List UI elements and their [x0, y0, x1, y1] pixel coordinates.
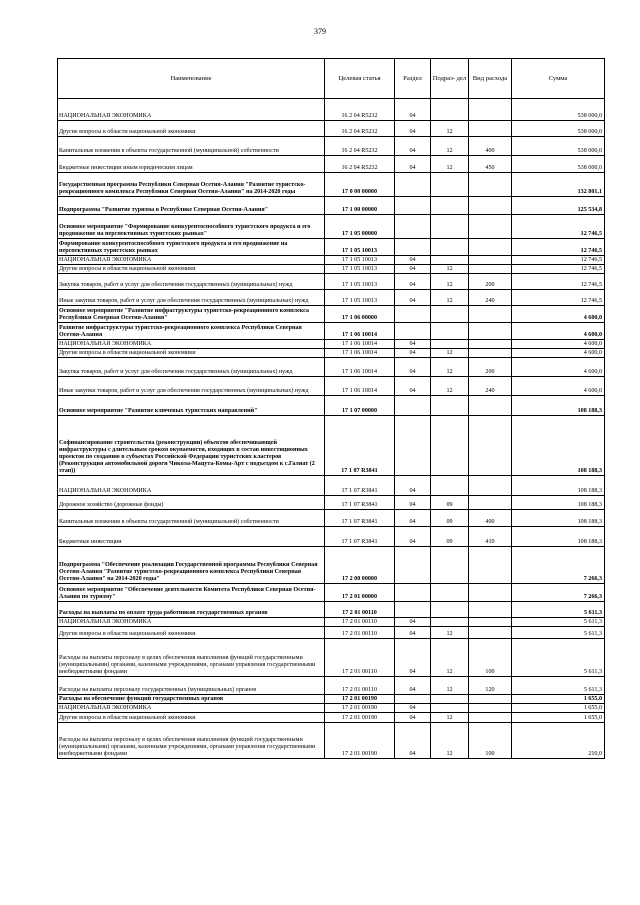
cell-subsection	[431, 695, 469, 704]
cell-expense-type: 100	[469, 639, 512, 677]
cell-name: Расходы на выплаты персоналу в целях обеспечения выполнения функций государственными (муниципальными) органами, казенными учреждениями, органами управления государственными внебюджетными фондами	[58, 639, 325, 677]
cell-name: НАЦИОНАЛЬНАЯ ЭКОНОМИКА	[58, 476, 325, 496]
cell-section	[395, 173, 431, 197]
cell-subsection: 09	[431, 527, 469, 547]
cell-amount: 5 611,3	[512, 602, 605, 618]
cell-subsection	[431, 704, 469, 713]
cell-amount: 1 655,0	[512, 704, 605, 713]
cell-expense-type	[469, 349, 512, 358]
cell-subsection: 12	[431, 265, 469, 274]
table-row	[58, 695, 605, 704]
cell-subsection: 12	[431, 723, 469, 759]
cell-target: 17 1 07 R3841	[325, 416, 395, 476]
cell-subsection: 09	[431, 510, 469, 527]
cell-target: 17 2 01 00190	[325, 695, 395, 704]
cell-subsection	[431, 476, 469, 496]
cell-target: 16 2 04 R5232	[325, 156, 395, 173]
header-target: Целевая статья	[325, 59, 395, 99]
cell-subsection: 12	[431, 137, 469, 156]
cell-subsection: 12	[431, 639, 469, 677]
cell-subsection	[431, 306, 469, 323]
table-row	[58, 156, 605, 173]
table-row	[58, 323, 605, 340]
cell-expense-type: 400	[469, 137, 512, 156]
cell-amount: 108 188,3	[512, 476, 605, 496]
cell-section: 04	[395, 256, 431, 265]
cell-expense-type	[469, 704, 512, 713]
cell-section	[395, 197, 431, 215]
table-row	[58, 602, 605, 618]
cell-name: Другие вопросы в области национальной экономики	[58, 121, 325, 137]
cell-subsection	[431, 323, 469, 340]
cell-amount: 7 266,3	[512, 547, 605, 584]
cell-target: 17 1 00 00000	[325, 197, 395, 215]
cell-amount: 1 655,0	[512, 713, 605, 723]
table-row	[58, 377, 605, 396]
cell-section: 04	[395, 627, 431, 639]
cell-section: 04	[395, 639, 431, 677]
cell-expense-type	[469, 239, 512, 256]
table-row	[58, 256, 605, 265]
cell-name: Подпрограмма "Развитие туризма в Республике Северная Осетия-Алания"	[58, 197, 325, 215]
table-row	[58, 476, 605, 496]
cell-section: 04	[395, 510, 431, 527]
cell-name: Основное мероприятие "Развитие ключевых туристских направлений"	[58, 396, 325, 416]
cell-amount: 108 188,3	[512, 527, 605, 547]
table-row	[58, 639, 605, 677]
cell-subsection: 12	[431, 156, 469, 173]
cell-name: НАЦИОНАЛЬНАЯ ЭКОНОМИКА	[58, 99, 325, 121]
cell-expense-type: 410	[469, 527, 512, 547]
cell-amount: 5 611,3	[512, 677, 605, 695]
cell-section	[395, 323, 431, 340]
cell-name: Иные закупки товаров, работ и услуг для обеспечения государственных (муниципальных) нужд	[58, 377, 325, 396]
cell-amount: 108 188,3	[512, 510, 605, 527]
table-row	[58, 677, 605, 695]
cell-target: 17 2 01 00110	[325, 602, 395, 618]
table-row	[58, 723, 605, 759]
cell-name: Бюджетные инвестиции иным юридическим лицам	[58, 156, 325, 173]
cell-section: 04	[395, 677, 431, 695]
cell-target: 17 1 06 10014	[325, 349, 395, 358]
cell-subsection	[431, 197, 469, 215]
cell-expense-type	[469, 713, 512, 723]
table-row	[58, 416, 605, 476]
cell-subsection	[431, 215, 469, 239]
cell-expense-type	[469, 602, 512, 618]
cell-amount: 210,0	[512, 723, 605, 759]
cell-expense-type	[469, 547, 512, 584]
budget-table	[57, 58, 605, 759]
cell-target: 17 1 07 00000	[325, 396, 395, 416]
cell-name: Иные закупки товаров, работ и услуг для обеспечения государственных (муниципальных) нужд	[58, 290, 325, 306]
cell-section	[395, 584, 431, 602]
cell-subsection: 12	[431, 677, 469, 695]
cell-target: 17 2 01 00110	[325, 639, 395, 677]
cell-name: НАЦИОНАЛЬНАЯ ЭКОНОМИКА	[58, 340, 325, 349]
cell-subsection	[431, 173, 469, 197]
cell-target: 17 2 01 00190	[325, 704, 395, 713]
cell-target: 16 2 04 R5232	[325, 137, 395, 156]
cell-expense-type	[469, 99, 512, 121]
table-row	[58, 215, 605, 239]
cell-target: 17 1 07 R3841	[325, 476, 395, 496]
page-number: 379	[314, 27, 326, 36]
cell-name: НАЦИОНАЛЬНАЯ ЭКОНОМИКА	[58, 704, 325, 713]
cell-target: 17 2 01 00190	[325, 713, 395, 723]
cell-section: 04	[395, 476, 431, 496]
cell-section: 04	[395, 265, 431, 274]
cell-amount: 5 611,3	[512, 639, 605, 677]
cell-section: 04	[395, 527, 431, 547]
cell-expense-type: 450	[469, 156, 512, 173]
cell-target: 17 1 05 10013	[325, 274, 395, 290]
header-name: Наименование	[58, 59, 325, 99]
cell-target: 17 1 06 10014	[325, 323, 395, 340]
table-row	[58, 274, 605, 290]
table-row	[58, 358, 605, 377]
table-row	[58, 306, 605, 323]
cell-amount: 4 600,0	[512, 377, 605, 396]
cell-name: Капитальные вложения в объекты государственной (муниципальной) собственности	[58, 137, 325, 156]
cell-amount: 12 746,5	[512, 256, 605, 265]
cell-expense-type	[469, 396, 512, 416]
cell-target: 17 0 00 00000	[325, 173, 395, 197]
cell-subsection: 12	[431, 290, 469, 306]
header-amount: Сумма	[512, 59, 605, 99]
table-row	[58, 627, 605, 639]
cell-section	[395, 396, 431, 416]
cell-target: 17 2 01 00110	[325, 618, 395, 627]
cell-amount: 538 000,0	[512, 137, 605, 156]
cell-amount: 12 746,5	[512, 274, 605, 290]
cell-section: 04	[395, 137, 431, 156]
cell-subsection: 12	[431, 121, 469, 137]
cell-name: Другие вопросы в области национальной экономики	[58, 713, 325, 723]
cell-name: НАЦИОНАЛЬНАЯ ЭКОНОМИКА	[58, 256, 325, 265]
cell-section: 04	[395, 618, 431, 627]
cell-section	[395, 306, 431, 323]
table-row	[58, 496, 605, 510]
table-row	[58, 173, 605, 197]
cell-expense-type	[469, 173, 512, 197]
cell-name: Расходы на выплаты персоналу в целях обеспечения выполнения функций государственными (муниципальными) органами, казенными учреждениями, органами управления государственными внебюджетными фондами	[58, 723, 325, 759]
cell-name: Основное мероприятие "Развитие инфраструктуры туристско-рекреационного комплекса Республики Северная Осетия-Алания"	[58, 306, 325, 323]
cell-section	[395, 547, 431, 584]
cell-subsection	[431, 602, 469, 618]
cell-target: 17 1 05 10013	[325, 256, 395, 265]
cell-subsection	[431, 547, 469, 584]
cell-expense-type: 200	[469, 274, 512, 290]
cell-amount: 12 746,5	[512, 239, 605, 256]
cell-subsection: 12	[431, 377, 469, 396]
cell-subsection	[431, 416, 469, 476]
cell-amount: 132 801,1	[512, 173, 605, 197]
cell-subsection: 12	[431, 274, 469, 290]
table-row	[58, 340, 605, 349]
cell-section: 04	[395, 723, 431, 759]
cell-amount: 4 600,0	[512, 358, 605, 377]
table-body	[58, 99, 605, 759]
cell-subsection: 12	[431, 358, 469, 377]
cell-name: Расходы на обеспечение функций государственных органов	[58, 695, 325, 704]
cell-section: 04	[395, 349, 431, 358]
table-row	[58, 239, 605, 256]
table-row	[58, 349, 605, 358]
cell-expense-type	[469, 323, 512, 340]
cell-subsection	[431, 340, 469, 349]
cell-target: 17 2 01 00190	[325, 723, 395, 759]
header-expense-type: Вид расхода	[469, 59, 512, 99]
cell-expense-type	[469, 215, 512, 239]
cell-name: Другие вопросы в области национальной экономики	[58, 349, 325, 358]
table-row	[58, 510, 605, 527]
cell-name: Софинансирование строительства (реконструкции) объектов обеспечивающей инфраструктуры с длительным сроком окупаемости, входящих в состав инвестиционных проектов по созданию в субъектах Российской Федерации туристских кластеров (Реконструкция автомобильной дороги Чикола-Мацута-Комы-Арт с подъездом к с.Галиат (2 этап))	[58, 416, 325, 476]
table-row	[58, 704, 605, 713]
cell-amount: 5 611,3	[512, 627, 605, 639]
cell-expense-type	[469, 618, 512, 627]
cell-section: 04	[395, 121, 431, 137]
cell-amount: 538 000,0	[512, 99, 605, 121]
table-row	[58, 197, 605, 215]
cell-amount: 538 000,0	[512, 121, 605, 137]
cell-amount: 12 746,5	[512, 215, 605, 239]
cell-amount: 4 600,0	[512, 323, 605, 340]
cell-name: Формирование конкурентоспособного туристского продукта и его продвижение на перспективных туристских рынках	[58, 239, 325, 256]
cell-target: 17 2 01 00110	[325, 677, 395, 695]
cell-target: 17 1 06 00000	[325, 306, 395, 323]
cell-section: 04	[395, 713, 431, 723]
cell-name: Капитальные вложения в объекты государственной (муниципальной) собственности	[58, 510, 325, 527]
cell-expense-type	[469, 306, 512, 323]
cell-section	[395, 215, 431, 239]
table-row	[58, 527, 605, 547]
cell-subsection	[431, 99, 469, 121]
table-row	[58, 290, 605, 306]
cell-subsection: 12	[431, 349, 469, 358]
cell-amount: 12 746,5	[512, 265, 605, 274]
cell-amount: 12 746,5	[512, 290, 605, 306]
cell-section: 04	[395, 99, 431, 121]
cell-name: Дорожное хозяйство (дорожные фонды)	[58, 496, 325, 510]
cell-section: 04	[395, 704, 431, 713]
cell-section: 04	[395, 340, 431, 349]
cell-expense-type	[469, 197, 512, 215]
header-section: Раздел	[395, 59, 431, 99]
cell-target: 17 1 06 10014	[325, 358, 395, 377]
cell-amount: 108 188,3	[512, 416, 605, 476]
cell-expense-type	[469, 695, 512, 704]
cell-section	[395, 602, 431, 618]
cell-target: 17 1 07 R3841	[325, 496, 395, 510]
cell-target: 17 2 01 00110	[325, 627, 395, 639]
cell-expense-type	[469, 476, 512, 496]
cell-section: 04	[395, 274, 431, 290]
table-row	[58, 618, 605, 627]
cell-expense-type	[469, 584, 512, 602]
table-row	[58, 713, 605, 723]
cell-amount: 108 188,3	[512, 496, 605, 510]
cell-amount: 1 655,0	[512, 695, 605, 704]
cell-name: Основное мероприятие "Формирование конкурентоспособного туристского продукта и его продвижение на перспективных туристских рынках"	[58, 215, 325, 239]
cell-target: 16 2 04 R5232	[325, 121, 395, 137]
cell-expense-type: 240	[469, 290, 512, 306]
cell-expense-type: 200	[469, 358, 512, 377]
cell-target: 17 2 01 00000	[325, 584, 395, 602]
table-row	[58, 584, 605, 602]
cell-name: НАЦИОНАЛЬНАЯ ЭКОНОМИКА	[58, 618, 325, 627]
cell-expense-type: 240	[469, 377, 512, 396]
cell-target: 17 1 06 10014	[325, 377, 395, 396]
cell-name: Закупка товаров, работ и услуг для обеспечения государственных (муниципальных) нужд	[58, 358, 325, 377]
cell-name: Государственная программа Республики Северная Осетия-Алания "Развитие туристско-рекреационного комплекса Республики Северная Осетия-Алания" на 2014-2020 годы	[58, 173, 325, 197]
cell-name: Бюджетные инвестиции	[58, 527, 325, 547]
cell-target: 17 1 05 00000	[325, 215, 395, 239]
cell-name: Расходы на выплаты персоналу государственных (муниципальных) органов	[58, 677, 325, 695]
cell-amount: 5 611,3	[512, 618, 605, 627]
cell-subsection	[431, 239, 469, 256]
cell-target: 17 1 05 10013	[325, 290, 395, 306]
cell-target: 17 1 06 10014	[325, 340, 395, 349]
cell-expense-type	[469, 627, 512, 639]
cell-section: 04	[395, 496, 431, 510]
table-row	[58, 396, 605, 416]
table-row	[58, 99, 605, 121]
cell-name: Основное мероприятие "Обеспечение деятельности Комитета Республики Северная Осетия-Алания по туризму"	[58, 584, 325, 602]
cell-name: Другие вопросы в области национальной экономики	[58, 265, 325, 274]
cell-expense-type	[469, 121, 512, 137]
cell-expense-type	[469, 265, 512, 274]
cell-expense-type: 400	[469, 510, 512, 527]
cell-section: 04	[395, 290, 431, 306]
cell-amount: 538 000,0	[512, 156, 605, 173]
cell-expense-type	[469, 256, 512, 265]
cell-name: Развитие инфраструктуры туристско-рекреационного комплекса Республики Северная Осетия-Алания	[58, 323, 325, 340]
cell-target: 17 1 07 R3841	[325, 527, 395, 547]
cell-name: Закупка товаров, работ и услуг для обеспечения государственных (муниципальных) нужд	[58, 274, 325, 290]
cell-expense-type	[469, 416, 512, 476]
cell-target: 17 1 05 10013	[325, 265, 395, 274]
cell-name: Подпрограмма "Обеспечение реализации Государственной программы Республики Северная Осетия-Алания "Развитие туристско-рекреационного комплекса Республики Северная Осетия-Алания" на 2014-2020 годы"	[58, 547, 325, 584]
cell-amount: 7 266,3	[512, 584, 605, 602]
cell-subsection: 09	[431, 496, 469, 510]
cell-section: 04	[395, 358, 431, 377]
cell-section	[395, 416, 431, 476]
cell-amount: 125 534,8	[512, 197, 605, 215]
cell-expense-type: 100	[469, 723, 512, 759]
cell-subsection	[431, 618, 469, 627]
cell-name: Расходы на выплаты по оплате труда работников государственных органов	[58, 602, 325, 618]
cell-expense-type	[469, 496, 512, 510]
cell-target: 17 1 05 10013	[325, 239, 395, 256]
header-subsection: Подраз- дел	[431, 59, 469, 99]
table-row	[58, 547, 605, 584]
cell-section	[395, 239, 431, 256]
cell-target: 17 1 07 R3841	[325, 510, 395, 527]
table-row	[58, 137, 605, 156]
cell-amount: 4 600,0	[512, 349, 605, 358]
table-row	[58, 121, 605, 137]
cell-section	[395, 695, 431, 704]
cell-subsection	[431, 256, 469, 265]
cell-section: 04	[395, 377, 431, 396]
cell-subsection: 12	[431, 627, 469, 639]
cell-subsection: 12	[431, 713, 469, 723]
cell-name: Другие вопросы в области национальной экономики	[58, 627, 325, 639]
table-row	[58, 265, 605, 274]
cell-expense-type: 120	[469, 677, 512, 695]
cell-subsection	[431, 396, 469, 416]
table-header-row	[58, 59, 605, 99]
cell-amount: 108 188,3	[512, 396, 605, 416]
cell-subsection	[431, 584, 469, 602]
cell-section: 04	[395, 156, 431, 173]
cell-amount: 4 600,0	[512, 306, 605, 323]
cell-target: 16 2 04 R5232	[325, 99, 395, 121]
cell-expense-type	[469, 340, 512, 349]
cell-target: 17 2 00 00000	[325, 547, 395, 584]
cell-amount: 4 600,0	[512, 340, 605, 349]
